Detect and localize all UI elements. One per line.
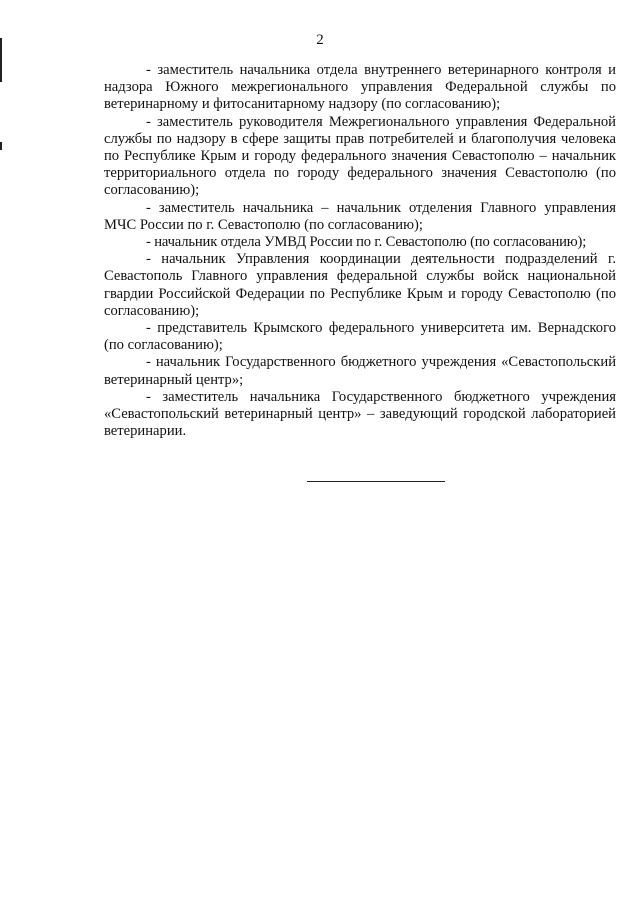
page-number: 2 bbox=[316, 32, 324, 48]
list-item: - заместитель руководителя Межрегионального управления Федеральной службы по надзору в сфере защиты прав потребителей и благополучия человека по Республике Крым и городу федерального значения Севастополю – начальник территориального отдела по городу федерального значения Севастополю (по согласованию); bbox=[104, 113, 616, 199]
document-body bbox=[104, 62, 616, 440]
scan-edge-mark bbox=[0, 142, 2, 150]
list-item: - заместитель начальника – начальник отделения Главного управления МЧС России по г. Севастополю (по согласованию); bbox=[104, 199, 616, 233]
list-item: - начальник отдела УМВД России по г. Севастополю (по согласованию); bbox=[146, 234, 587, 251]
list-item: - начальник Государственного бюджетного учреждения «Севастопольский ветеринарный центр»; bbox=[104, 354, 616, 388]
list-item: - заместитель начальника Государственного бюджетного учреждения «Севастопольский ветеринарный центр» – заведующий городской лабораторией ветеринарии. bbox=[104, 388, 616, 440]
list-item: - заместитель начальника отдела внутреннего ветеринарного контроля и надзора Южного межрегионального управления Федеральной службы по ветеринарному и фитосанитарному надзору (по согласованию); bbox=[104, 62, 616, 113]
closing-line bbox=[307, 481, 445, 482]
list-item: - начальник Управления координации деятельности подразделений г. Севастополь Главного управления федеральной службы войск национальной гвардии Российской Федерации по Республике Крым и городу Севастополю (по согласованию); bbox=[104, 251, 616, 319]
list-item: - представитель Крымского федерального университета им. Вернадского (по согласованию); bbox=[104, 320, 616, 354]
